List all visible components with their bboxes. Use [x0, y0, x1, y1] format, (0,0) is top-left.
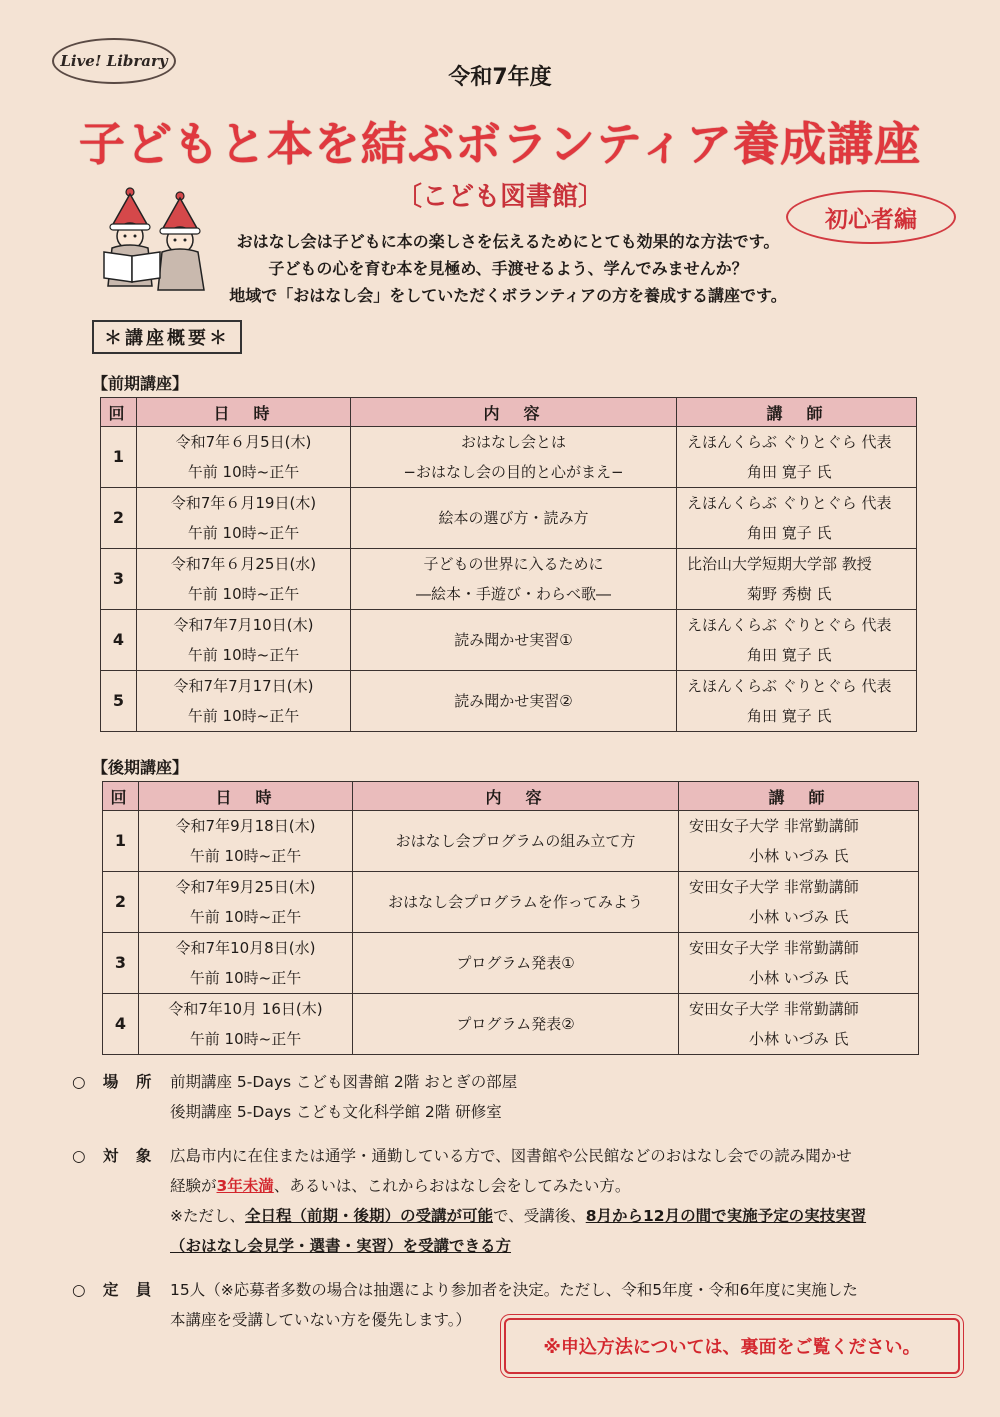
- session-lecturer: [679, 933, 919, 994]
- fiscal-year: 令和7年度: [448, 65, 552, 90]
- col-header-lecturer: 講 師: [679, 782, 919, 811]
- intro-line: おはなし会は子どもに本の楽しさを伝えるためにとても効果的な方法です。: [236, 232, 780, 251]
- session-time: 午前 10時~正午: [187, 646, 300, 664]
- session-date: 令和7年10月8日(水): [175, 939, 316, 957]
- table-row: [101, 549, 917, 610]
- content-title: おはなし会プログラムの組み立て方: [395, 832, 636, 850]
- session-time: 午前 10時~正午: [187, 585, 300, 603]
- table-row: [103, 994, 919, 1055]
- session-datetime: [137, 671, 351, 732]
- session-date: 令和7年10月 16日(木): [168, 1000, 323, 1018]
- intro-text: [218, 228, 798, 309]
- session-lecturer: [679, 872, 919, 933]
- session-content: [351, 671, 677, 732]
- session-date: 令和7年６月25日(水): [170, 555, 317, 573]
- session-date: 令和7年7月17日(木): [173, 677, 314, 695]
- capacity-label: ○ 定 員: [72, 1281, 158, 1299]
- session-datetime: [139, 811, 353, 872]
- session-datetime: [137, 427, 351, 488]
- lecturer-name: 小林 いづみ 氏: [749, 969, 849, 987]
- kouki-label: 【後期講座】: [92, 758, 189, 777]
- session-number: 4: [103, 994, 139, 1055]
- lecturer-affiliation: えほんくらぶ ぐりとぐら 代表: [687, 433, 892, 451]
- lecturer-name: 角田 寛子 氏: [747, 707, 832, 725]
- session-number: 3: [101, 549, 137, 610]
- col-header-date: 日 時: [137, 398, 351, 427]
- session-number: 5: [101, 671, 137, 732]
- session-lecturer: [677, 671, 917, 732]
- session-time: 午前 10時~正午: [189, 847, 302, 865]
- session-datetime: [139, 994, 353, 1055]
- session-content: [353, 872, 679, 933]
- lecturer-name: 小林 いづみ 氏: [749, 908, 849, 926]
- col-header-content: 内 容: [353, 782, 679, 811]
- target-line: ※ただし、全日程（前期・後期）の受講が可能で、受講後、8月から12月の間で実施予定の実技実習: [170, 1207, 867, 1225]
- col-header-num: 回: [103, 782, 139, 811]
- lecturer-name: 角田 寛子 氏: [747, 646, 832, 664]
- lecturer-affiliation: 安田女子大学 非常勤講師: [689, 817, 859, 835]
- session-number: 2: [103, 872, 139, 933]
- session-content: [351, 427, 677, 488]
- kouki-table: [102, 781, 919, 1055]
- session-date: 令和7年9月18日(木): [175, 817, 316, 835]
- session-content: [353, 994, 679, 1055]
- session-date: 令和7年６月5日(木): [175, 433, 312, 451]
- intro-line: 子どもの心を育む本を見極め、手渡せるよう、学んでみませんか？: [268, 259, 748, 278]
- zenki-label: 【前期講座】: [92, 374, 189, 393]
- session-number: 1: [101, 427, 137, 488]
- lecturer-affiliation: 安田女子大学 非常勤講師: [689, 1000, 859, 1018]
- place-label: ○ 場 所: [72, 1073, 158, 1091]
- table-row: [103, 933, 919, 994]
- session-number: 2: [101, 488, 137, 549]
- lecturer-affiliation: 安田女子大学 非常勤講師: [689, 878, 859, 896]
- session-time: 午前 10時~正午: [189, 969, 302, 987]
- intro-line: 地域で「おはなし会」をしていただくボランティアの方を養成する講座です。: [229, 286, 787, 305]
- library-logo: Live! Library: [52, 38, 176, 84]
- session-content: [351, 549, 677, 610]
- content-title: おはなし会とは: [460, 433, 566, 451]
- target-line: （おはなし会見学・選書・実習）を受講できる方: [170, 1237, 512, 1255]
- session-content: [351, 610, 677, 671]
- lecturer-name: 角田 寛子 氏: [747, 524, 832, 542]
- overview-heading: ＊講座概要＊: [92, 320, 242, 354]
- content-subtitle: ―絵本・手遊び・わらべ歌―: [415, 585, 611, 603]
- session-lecturer: [677, 427, 917, 488]
- target-line: 広島市内に在住または通学・通勤している方で、図書館や公民館などのおはなし会での読み聞かせ: [170, 1147, 852, 1165]
- table-row: [103, 811, 919, 872]
- col-header-date: 日 時: [139, 782, 353, 811]
- content-title: プログラム発表①: [456, 954, 575, 972]
- application-notice: ※申込方法については、裏面をご覧ください。: [504, 1318, 960, 1374]
- session-number: 4: [101, 610, 137, 671]
- content-title: 読み聞かせ実習②: [454, 692, 573, 710]
- table-row: [103, 872, 919, 933]
- session-lecturer: [679, 994, 919, 1055]
- capacity-line: 本講座を受講していない方を優先します。）: [170, 1311, 472, 1329]
- session-time: 午前 10時~正午: [187, 524, 300, 542]
- content-subtitle: −おはなし会の目的と心がまえ−: [403, 463, 624, 481]
- lecturer-name: 菊野 秀樹 氏: [747, 585, 832, 603]
- col-header-num: 回: [101, 398, 137, 427]
- session-time: 午前 10時~正午: [187, 707, 300, 725]
- session-time: 午前 10時~正午: [189, 1030, 302, 1048]
- target-label: ○ 対 象: [72, 1147, 158, 1165]
- session-lecturer: [679, 811, 919, 872]
- table-row: [101, 427, 917, 488]
- lecturer-affiliation: えほんくらぶ ぐりとぐら 代表: [687, 677, 892, 695]
- session-number: 3: [103, 933, 139, 994]
- lecturer-affiliation: 安田女子大学 非常勤講師: [689, 939, 859, 957]
- session-number: 1: [103, 811, 139, 872]
- table-row: [101, 488, 917, 549]
- session-datetime: [137, 549, 351, 610]
- session-date: 令和7年６月19日(木): [170, 494, 317, 512]
- capacity-line: 15人（※応募者多数の場合は抽選により参加者を決定。ただし、令和5年度・令和6年度に実施した: [170, 1281, 858, 1299]
- session-date: 令和7年7月10日(木): [173, 616, 314, 634]
- session-time: 午前 10時~正午: [189, 908, 302, 926]
- page-title: 子どもと本を結ぶボランティア養成講座: [78, 117, 922, 171]
- session-datetime: [137, 488, 351, 549]
- session-content: [353, 933, 679, 994]
- session-lecturer: [677, 610, 917, 671]
- experience-highlight: 3年未満: [216, 1177, 274, 1195]
- lecturer-name: 小林 いづみ 氏: [749, 847, 849, 865]
- table-row: [101, 671, 917, 732]
- children-reading-illustration: [98, 186, 216, 296]
- session-time: 午前 10時~正午: [187, 463, 300, 481]
- target-line: 経験が3年未満、あるいは、これからおはなし会をしてみたい方。: [170, 1177, 631, 1195]
- content-title: 子どもの世界に入るために: [423, 555, 604, 573]
- beginner-badge: 初心者編: [786, 190, 956, 244]
- lecturer-affiliation: 比治山大学短期大学部 教授: [687, 555, 872, 573]
- lecturer-affiliation: えほんくらぶ ぐりとぐら 代表: [687, 616, 892, 634]
- content-title: 絵本の選び方・読み方: [438, 509, 589, 527]
- col-header-lecturer: 講 師: [677, 398, 917, 427]
- content-title: おはなし会プログラムを作ってみよう: [388, 893, 643, 911]
- session-datetime: [139, 933, 353, 994]
- session-datetime: [137, 610, 351, 671]
- lecturer-affiliation: えほんくらぶ ぐりとぐら 代表: [687, 494, 892, 512]
- table-header-row: [103, 782, 919, 811]
- table-row: [101, 610, 917, 671]
- session-lecturer: [677, 488, 917, 549]
- session-date: 令和7年9月25日(木): [175, 878, 316, 896]
- place-line: 後期講座 5-Days こども文化科学館 2階 研修室: [170, 1103, 502, 1121]
- session-content: [353, 811, 679, 872]
- content-title: 読み聞かせ実習①: [454, 631, 573, 649]
- lecturer-name: 小林 いづみ 氏: [749, 1030, 849, 1048]
- place-line: 前期講座 5-Days こども図書館 2階 おとぎの部屋: [170, 1073, 518, 1091]
- session-datetime: [139, 872, 353, 933]
- content-title: プログラム発表②: [456, 1015, 575, 1033]
- col-header-content: 内 容: [351, 398, 677, 427]
- session-content: [351, 488, 677, 549]
- page-subtitle: 〔こども図書館〕: [395, 182, 604, 212]
- zenki-table: [100, 397, 917, 732]
- session-lecturer: [677, 549, 917, 610]
- table-header-row: [101, 398, 917, 427]
- lecturer-name: 角田 寛子 氏: [747, 463, 832, 481]
